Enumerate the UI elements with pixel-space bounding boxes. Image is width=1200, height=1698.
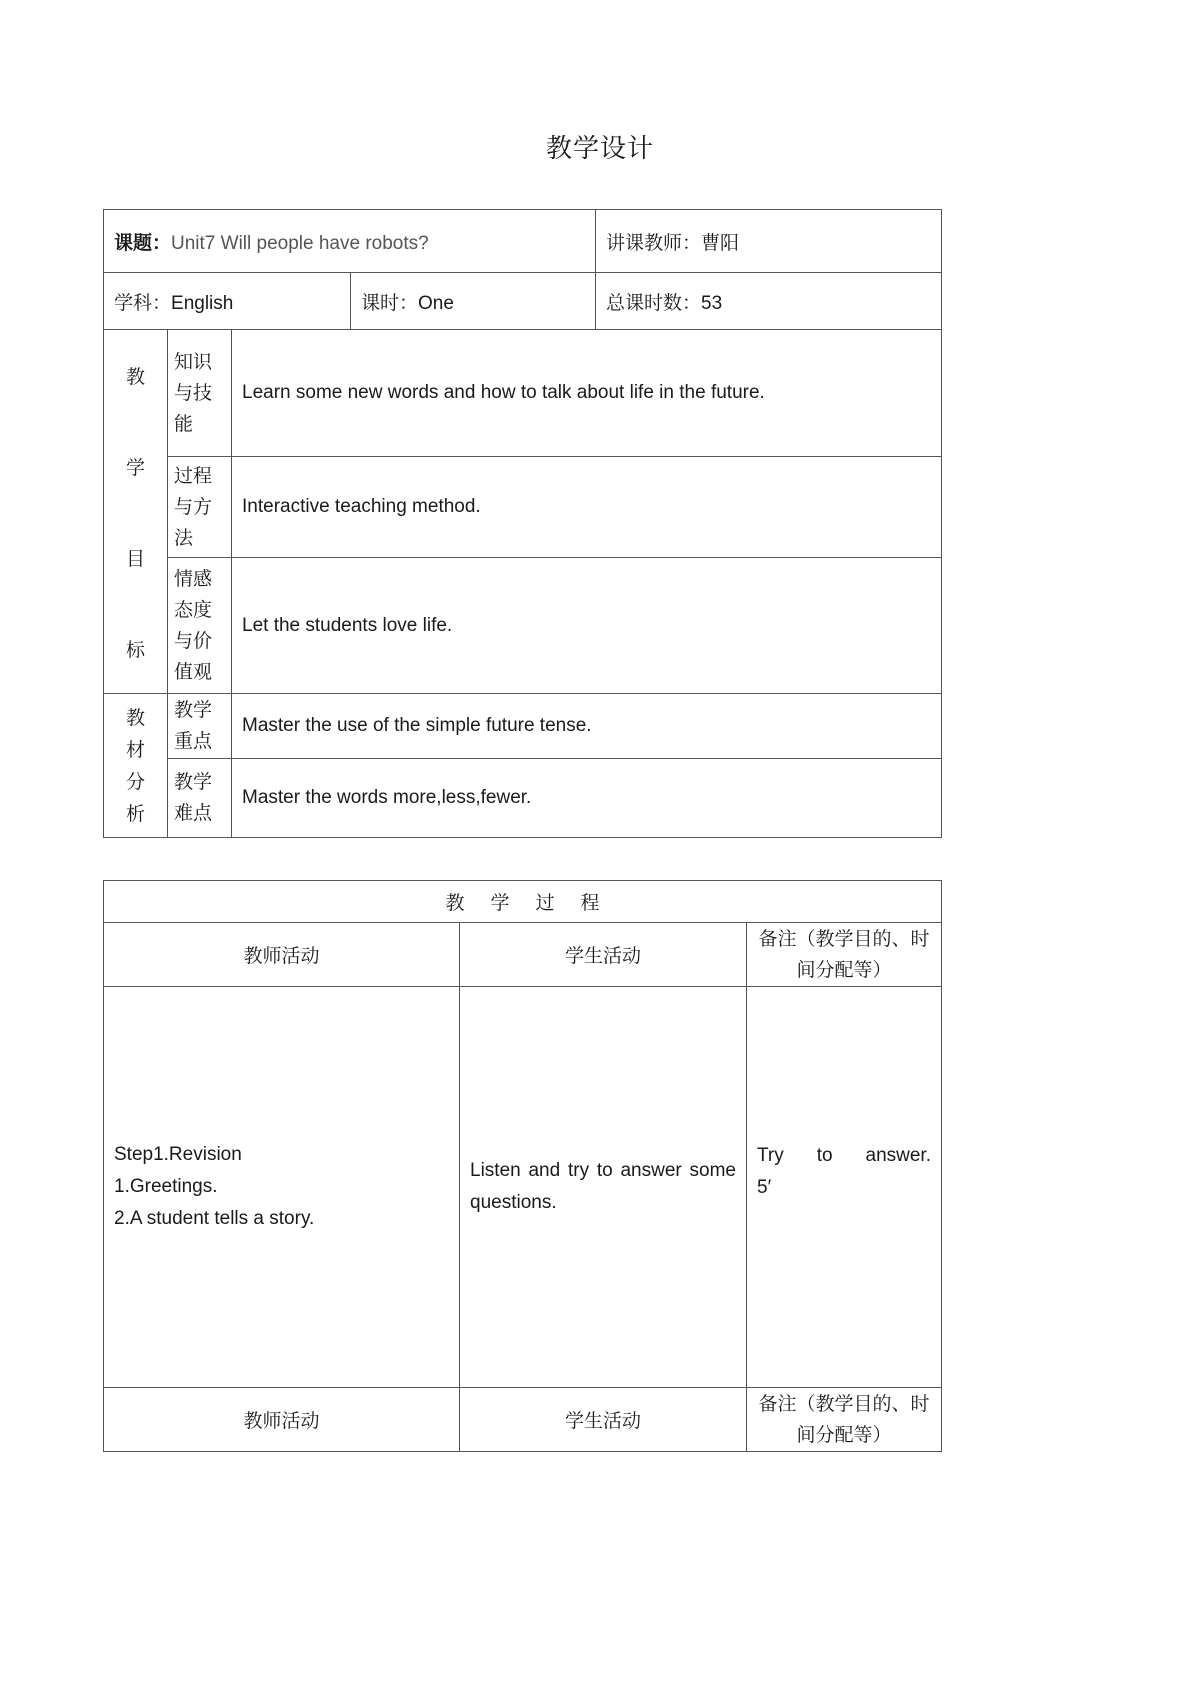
process-table [103,880,942,1452]
teacher-cell [596,210,942,273]
student-activity-header: 学生活动 [460,1388,747,1452]
teacher-activity-header: 教师活动 [104,1388,460,1452]
material-content: Master the use of the simple future tense. [232,694,942,759]
objective-category: 情感态度与价值观 [168,558,232,694]
teacher-activity-line: 1.Greetings. [114,1176,218,1197]
objective-row [104,330,942,457]
process-step-row [104,987,942,1388]
objectives-group-cell [104,330,168,694]
period-label: 课时： [361,291,419,314]
note-cell [747,987,942,1388]
student-activity-cell [460,987,747,1388]
lesson-info-table [103,209,942,838]
teacher-activity-line: 2.A student tells a story. [114,1208,315,1229]
page-title: 教学设计 [545,134,654,164]
material-category: 教学难点 [168,759,232,838]
teacher-activity-line: Step1.Revision [114,1144,242,1165]
period-value: One [418,292,454,314]
objectives-group-char: 教 [125,365,145,388]
objective-category: 知识与技能 [168,330,232,457]
topic-value: Unit7 Will people have robots? [171,232,429,254]
process-title: 教学过程 [104,881,942,923]
objectives-group-char: 学 [125,456,145,479]
subject-cell [104,273,351,330]
teacher-label: 讲课教师： [606,231,702,254]
objective-row [104,558,942,694]
note-line: 5′ [757,1177,772,1198]
total-periods-label: 总课时数： [606,291,702,314]
topic-row [104,210,942,273]
objective-category: 过程与方法 [168,457,232,558]
topic-label: 课题： [114,231,172,254]
material-content: Master the words more,less,fewer. [232,759,942,838]
objectives-group-char: 标 [125,638,145,661]
total-periods-cell [596,273,942,330]
subject-value: English [171,292,234,314]
teacher-value: 曹阳 [701,231,740,254]
student-activity-line: Listen and try to answer some [470,1160,736,1181]
note-header: 备注（教学目的、时间分配等） [747,923,942,987]
total-periods-value: 53 [701,292,723,314]
subject-label: 学科： [114,291,172,314]
teacher-activity-cell [104,987,460,1388]
objective-row [104,457,942,558]
period-cell [351,273,596,330]
note-header: 备注（教学目的、时间分配等） [747,1388,942,1452]
objective-content: Let the students love life. [232,558,942,694]
note-line: Try to answer. [757,1145,931,1166]
topic-cell [104,210,596,273]
material-row [104,759,942,838]
material-row [104,694,942,759]
objective-content: Learn some new words and how to talk about life in the future. [232,330,942,457]
student-activity-header: 学生活动 [460,923,747,987]
objective-content: Interactive teaching method. [232,457,942,558]
teacher-activity-header: 教师活动 [104,923,460,987]
process-title-row [104,881,942,923]
objectives-group-char: 目 [125,547,145,570]
subject-row [104,273,942,330]
material-group-cell [104,694,168,838]
process-header-row [104,923,942,987]
process-header-row [104,1388,942,1452]
student-activity-line: questions. [470,1192,557,1213]
material-category: 教学重点 [168,694,232,759]
material-group-label: 教材分析 [125,706,145,825]
